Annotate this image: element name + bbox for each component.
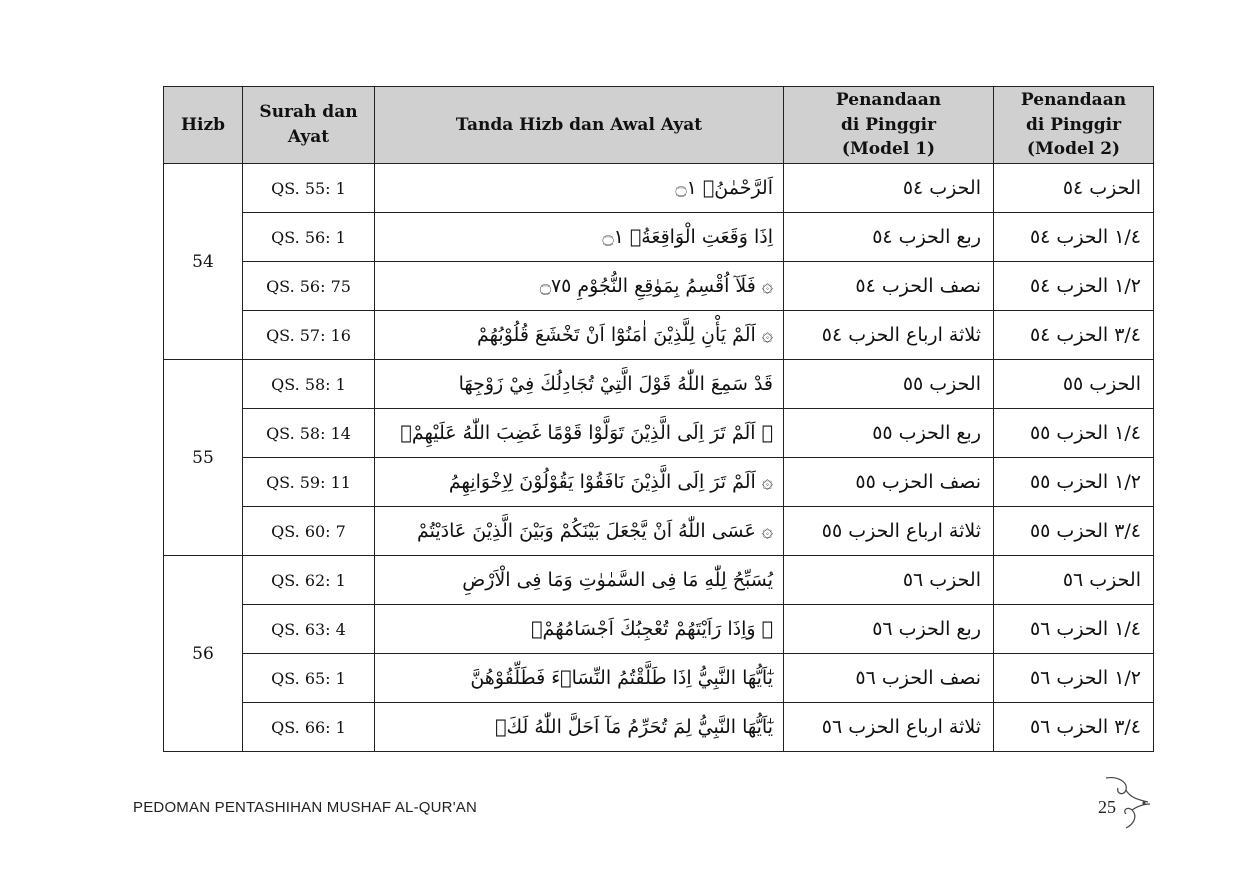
ayat-cell: يٰٓاَيُّهَا النَّبِيُّ اِذَا طَلَّقْتُمُ النِّسَاۤءَ فَطَلِّقُوْهُنَّ — [375, 654, 784, 703]
model2-cell: الحزب ٥٦ — [994, 556, 1154, 605]
model1-cell: ثلاثة ارباع الحزب ٥٦ — [784, 703, 994, 752]
surah-cell: QS. 58: 1 — [243, 360, 375, 409]
model2-cell: ١/٤ الحزب ٥٤ — [994, 213, 1154, 262]
ayat-cell: ۞ اَلَمْ تَرَ اِلَى الَّذِيْنَ نَافَقُوْا يَقُوْلُوْنَ لِاِخْوَانِهِمُ — [375, 458, 784, 507]
model1-cell: ربع الحزب ٥٥ — [784, 409, 994, 458]
table-row — [164, 311, 1154, 360]
model1-cell: نصف الحزب ٥٤ — [784, 262, 994, 311]
surah-cell: QS. 65: 1 — [243, 654, 375, 703]
hizb-table — [163, 86, 1154, 752]
surah-cell: QS. 59: 11 — [243, 458, 375, 507]
model1-cell: الحزب ٥٤ — [784, 164, 994, 213]
table-row — [164, 164, 1154, 213]
hizb-number: 54 — [164, 164, 243, 360]
table-row — [164, 556, 1154, 605]
model1-cell: الحزب ٥٥ — [784, 360, 994, 409]
model1-cell: نصف الحزب ٥٥ — [784, 458, 994, 507]
surah-cell: QS. 55: 1 — [243, 164, 375, 213]
ayat-cell: يُسَبِّحُ لِلّٰهِ مَا فِى السَّمٰوٰتِ وَمَا فِى الْاَرْضِ — [375, 556, 784, 605]
header-model1: Penandaan di Pinggir (Model 1) — [784, 87, 994, 164]
surah-cell: QS. 60: 7 — [243, 507, 375, 556]
model2-cell: ١/٤ الحزب ٥٦ — [994, 605, 1154, 654]
footer-book-title: PEDOMAN PENTASHIHAN MUSHAF AL-QUR'AN — [133, 799, 477, 816]
model2-cell: ٣/٤ الحزب ٥٤ — [994, 311, 1154, 360]
surah-cell: QS. 58: 14 — [243, 409, 375, 458]
hizb-number: 56 — [164, 556, 243, 752]
ayat-cell: يٰٓاَيُّهَا النَّبِيُّ لِمَ تُحَرِّمُ مَآ اَحَلَّ اللّٰهُ لَكَۚ — [375, 703, 784, 752]
table-row — [164, 605, 1154, 654]
model1-cell: نصف الحزب ٥٦ — [784, 654, 994, 703]
ayat-cell: ۞ وَاِذَا رَاَيْتَهُمْ تُعْجِبُكَ اَجْسَامُهُمْۗ — [375, 605, 784, 654]
table-row — [164, 654, 1154, 703]
ayat-cell: اِذَا وَقَعَتِ الْوَاقِعَةُۙ ۝١ — [375, 213, 784, 262]
surah-cell: QS. 57: 16 — [243, 311, 375, 360]
model2-cell: ٣/٤ الحزب ٥٦ — [994, 703, 1154, 752]
table-row — [164, 262, 1154, 311]
header-tanda: Tanda Hizb dan Awal Ayat — [375, 87, 784, 164]
ayat-cell: ۞ اَلَمْ تَرَ اِلَى الَّذِيْنَ تَوَلَّوْا قَوْمًا غَضِبَ اللّٰهُ عَلَيْهِمْۗ — [375, 409, 784, 458]
table-header-row — [164, 87, 1154, 164]
hizb-number: 55 — [164, 360, 243, 556]
ayat-cell: ۞ فَلَآ اُقْسِمُ بِمَوٰقِعِ النُّجُوْمِ ۝٧٥ — [375, 262, 784, 311]
header-hizb: Hizb — [164, 87, 243, 164]
table-row — [164, 507, 1154, 556]
table-row — [164, 213, 1154, 262]
header-surah: Surah dan Ayat — [243, 87, 375, 164]
surah-cell: QS. 66: 1 — [243, 703, 375, 752]
page-number: 25 — [1098, 797, 1116, 817]
surah-cell: QS. 56: 75 — [243, 262, 375, 311]
ayat-cell: قَدْ سَمِعَ اللّٰهُ قَوْلَ الَّتِيْ تُجَادِلُكَ فِيْ زَوْجِهَا — [375, 360, 784, 409]
model2-cell: ١/٢ الحزب ٥٦ — [994, 654, 1154, 703]
model2-cell: ١/٤ الحزب ٥٥ — [994, 409, 1154, 458]
model2-cell: ١/٢ الحزب ٥٤ — [994, 262, 1154, 311]
table-row — [164, 458, 1154, 507]
table-row — [164, 360, 1154, 409]
model2-cell: الحزب ٥٤ — [994, 164, 1154, 213]
model1-cell: ربع الحزب ٥٦ — [784, 605, 994, 654]
model2-cell: ٣/٤ الحزب ٥٥ — [994, 507, 1154, 556]
surah-cell: QS. 56: 1 — [243, 213, 375, 262]
ayat-cell: ۞ اَلَمْ يَأْنِ لِلَّذِيْنَ اٰمَنُوْٓا اَنْ تَخْشَعَ قُلُوْبُهُمْ — [375, 311, 784, 360]
model1-cell: ثلاثة ارباع الحزب ٥٤ — [784, 311, 994, 360]
model1-cell: ربع الحزب ٥٤ — [784, 213, 994, 262]
model1-cell: ثلاثة ارباع الحزب ٥٥ — [784, 507, 994, 556]
ayat-cell: اَلرَّحْمٰنُۙ ۝١ — [375, 164, 784, 213]
table-row — [164, 703, 1154, 752]
surah-cell: QS. 63: 4 — [243, 605, 375, 654]
ayat-cell: ۞ عَسَى اللّٰهُ اَنْ يَّجْعَلَ بَيْنَكُمْ وَبَيْنَ الَّذِيْنَ عَادَيْتُمْ — [375, 507, 784, 556]
model1-cell: الحزب ٥٦ — [784, 556, 994, 605]
model2-cell: الحزب ٥٥ — [994, 360, 1154, 409]
header-model2: Penandaan di Pinggir (Model 2) — [994, 87, 1154, 164]
table-row — [164, 409, 1154, 458]
surah-cell: QS. 62: 1 — [243, 556, 375, 605]
model2-cell: ١/٢ الحزب ٥٥ — [994, 458, 1154, 507]
